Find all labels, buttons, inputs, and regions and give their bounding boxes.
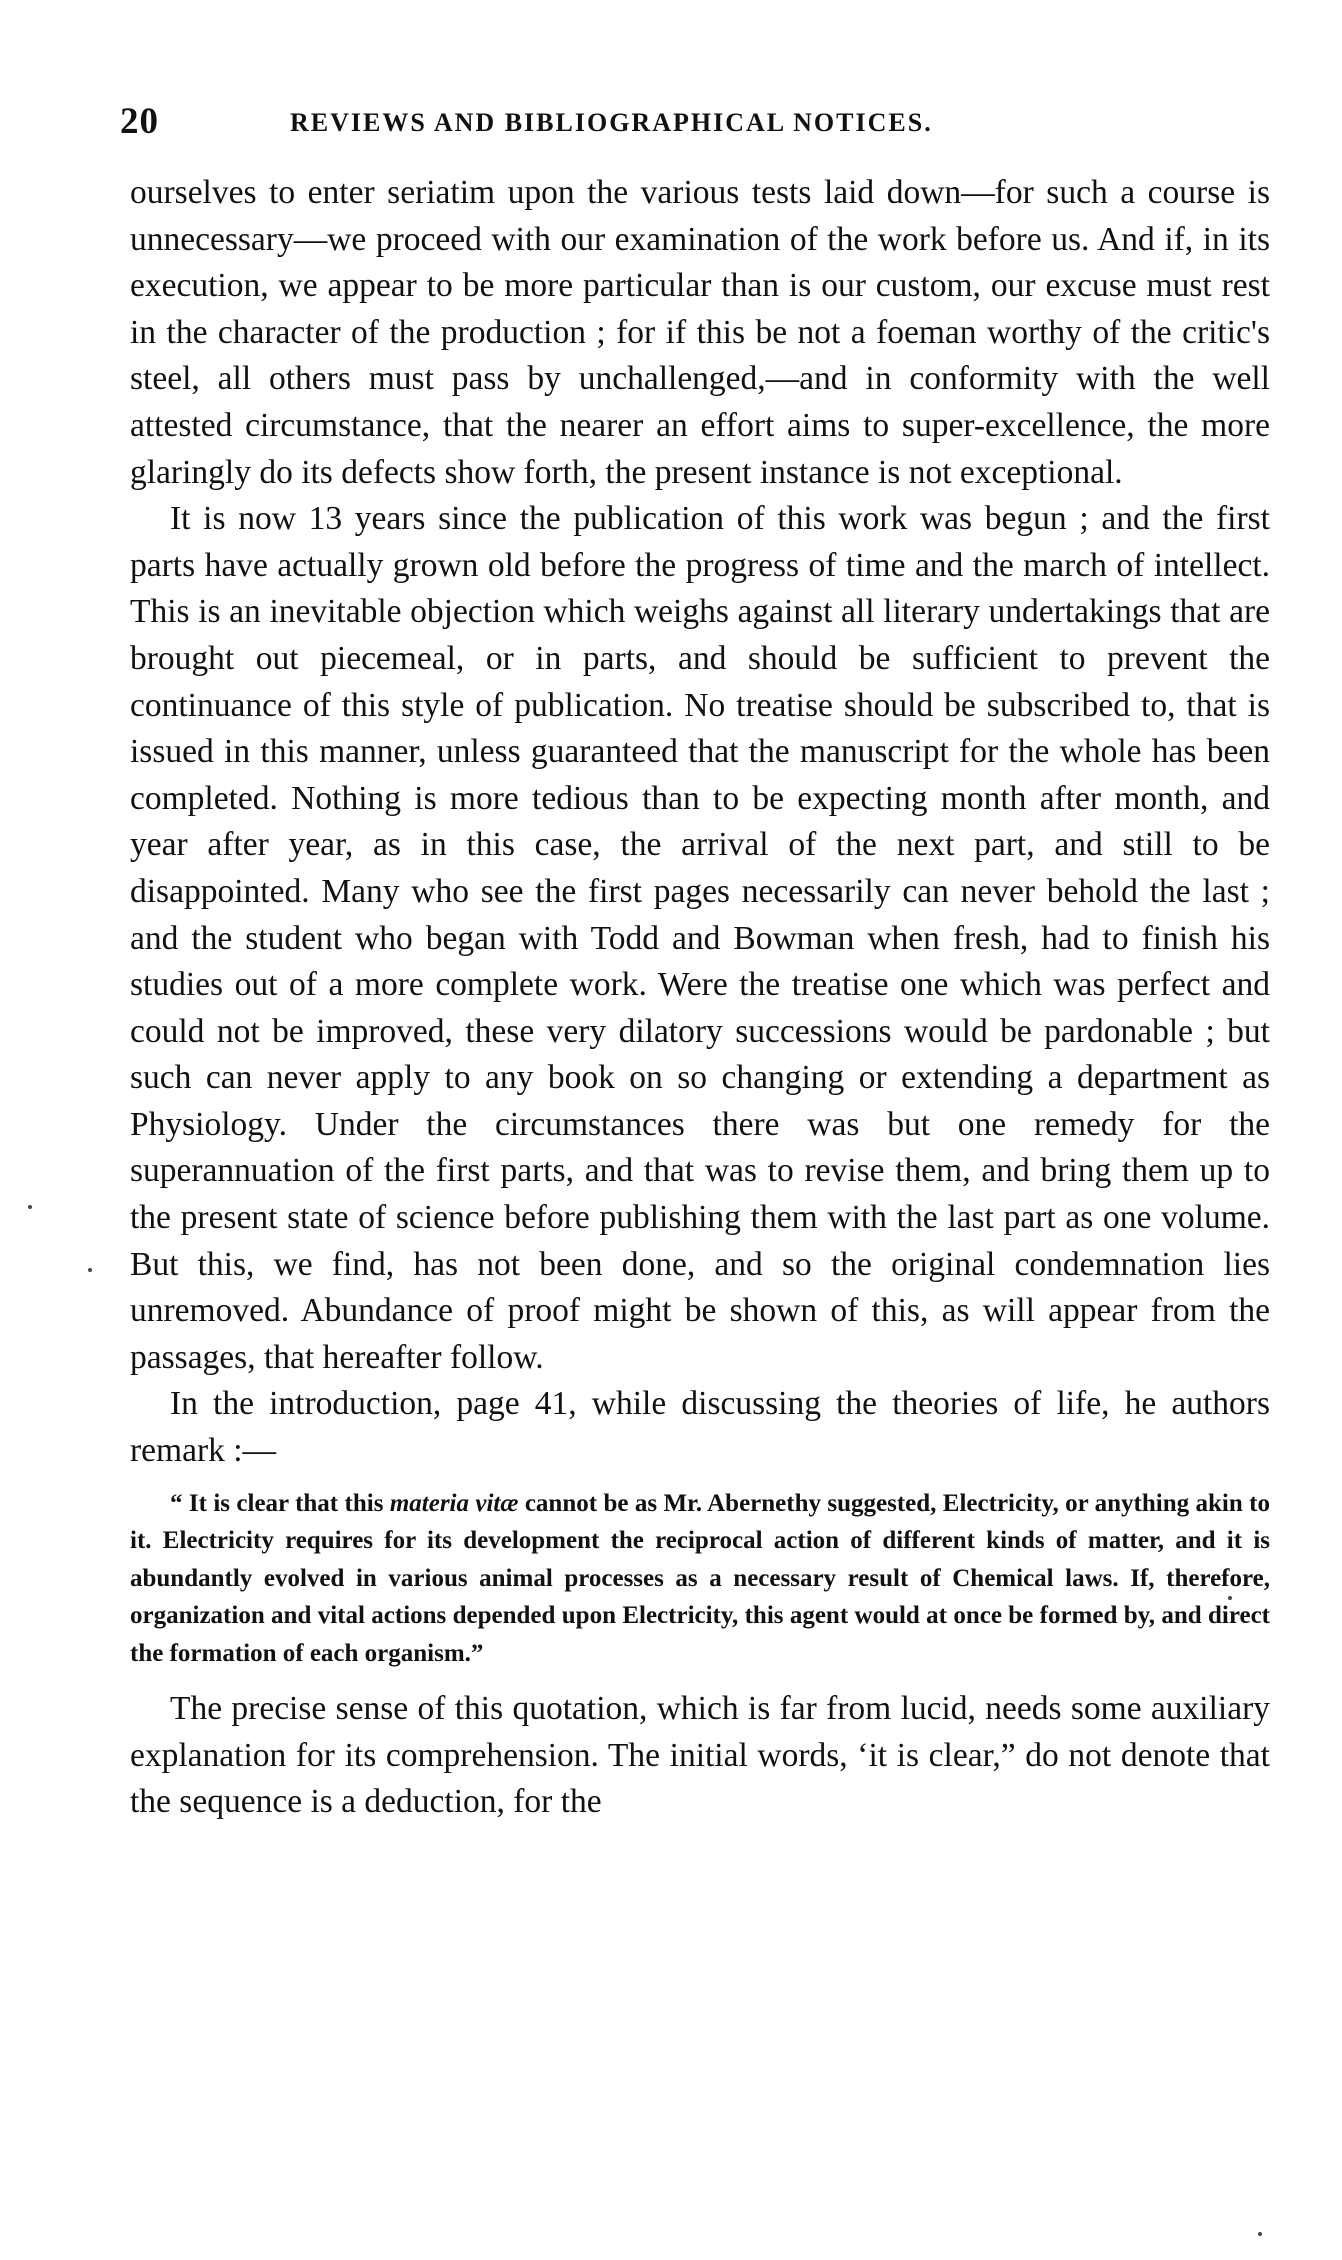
paragraph-continuation: ourselves to enter seriatim upon the various tests laid down—for such a course is unnecessary—we proceed with our examination of the work before us. And if, in its execution, we appear to be more particular than is our custom, our excuse must rest in the character of the production ; for if this be not a foeman worthy of the critic's steel, all others must pass by unchallenged,—and in conformity with the well attested circumstance, that the nearer an effort aims to super-excellence, the more glaringly do its defects show forth, the present instance is not exceptional. xyxy=(130,174,1270,491)
scan-speck xyxy=(1258,2232,1262,2236)
scan-speck xyxy=(28,1205,32,1209)
paragraph-introduction: In the introduction, page 41, while discussing the theories of life, he authors remark :— xyxy=(130,1385,1270,1470)
quote-remainder: cannot be as Mr. Abernethy suggested, Electricity, or anything akin to it. Electricity requires for its development the reciprocal action of different kinds of matter, and it is abundantly evolved in various animal processes as a necessary result of Chemical laws. If, therefore, organization and vital actions depended upon Electricity, this agent would at once be formed by, and direct the formation of each organism.” xyxy=(130,1489,1270,1667)
quote-italic-term: materia vitæ xyxy=(389,1489,519,1517)
paragraph-serial-publication: It is now 13 years since the publication of this work was begun ; and the first parts have actually grown old before the progress of time and the march of intellect. This is an inevitable objection which weighs against all literary undertakings that are brought out piecemeal, or in parts, and should be sufficient to prevent the continuance of this style of publication. No treatise should be subscribed to, that is issued in this manner, unless guaranteed that the manuscript for the whole has been completed. Nothing is more tedious than to be expecting month after month, and year after year, as in this case, the arrival of the next part, and still to be disappointed. Many who see the first pages necessarily can never behold the last ; and the student who began with Todd and Bowman when fresh, had to finish his studies out of a more complete work. Were the treatise one which was perfect and could not be improved, these very dilatory successions would be pardonable ; but such can never apply to any book on so changing or extending a department as Physiology. Under the circumstances there was but one remedy for the superannuation of the first parts, and that was to revise them, and bring them up to the present state of science before publishing them with the last part as one volume. But this, we find, has not been done, and so the original condemnation lies unremoved. Abundance of proof might be shown of this, as will appear from the passages, that hereafter follow. xyxy=(130,500,1270,1376)
page-header xyxy=(120,100,1280,150)
scan-speck xyxy=(88,1268,92,1272)
block-quotation xyxy=(130,1485,1270,1673)
body-text xyxy=(130,170,1270,1826)
scan-speck xyxy=(1228,1596,1232,1600)
paragraph-closing: The precise sense of this quotation, which is far from lucid, needs some auxiliary explanation for its comprehension. The initial words, ‘it is clear,” do not denote that the sequence is a deduction, for the xyxy=(130,1690,1270,1821)
running-head: REVIEWS AND BIBLIOGRAPHICAL NOTICES. xyxy=(290,108,933,137)
page-number: 20 xyxy=(120,101,159,142)
quote-opening: “ It is clear that this xyxy=(170,1489,390,1517)
